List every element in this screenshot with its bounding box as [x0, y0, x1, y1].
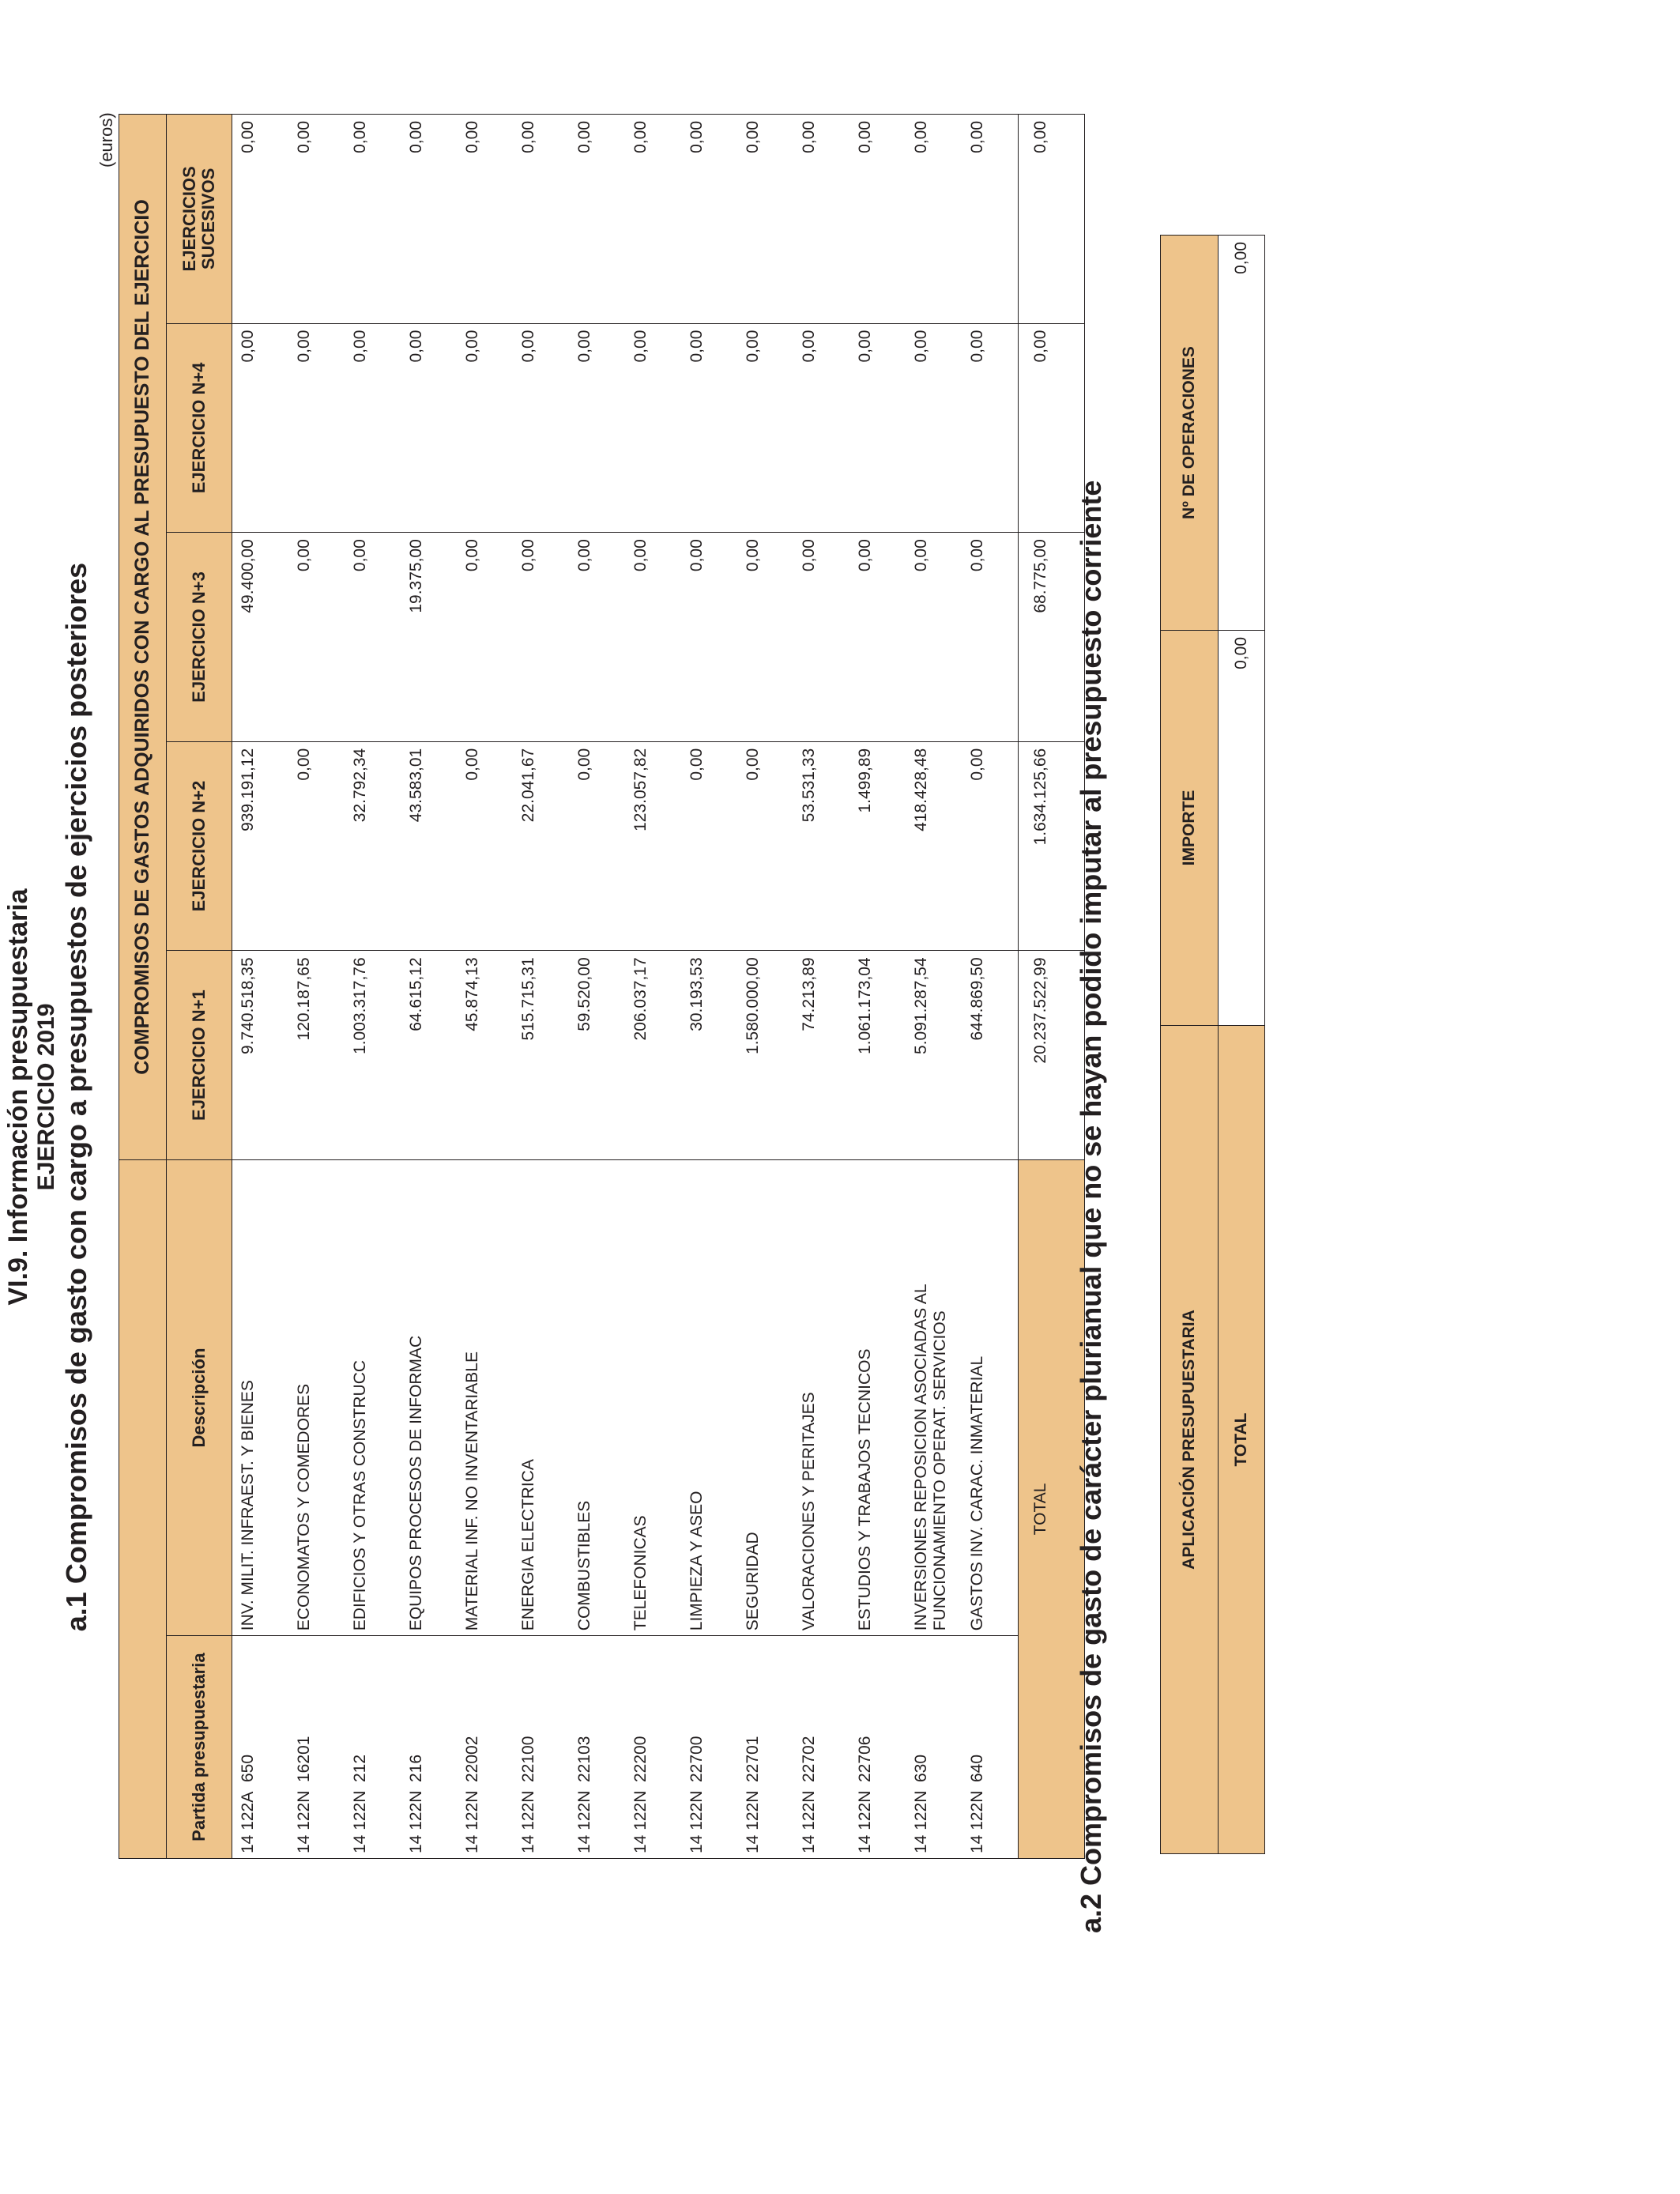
- descripcion-cell: SEGURIDAD: [737, 1159, 793, 1635]
- total-n3: 68.775,00: [1019, 533, 1085, 742]
- total-n1: 20.237.522,99: [1019, 951, 1085, 1160]
- col-importe: IMPORTE: [1161, 631, 1219, 1026]
- n1-cell: 59.520,00: [569, 951, 625, 1160]
- sucesivos-cell: 0,00: [513, 115, 569, 324]
- n4-cell: 0,00: [457, 323, 513, 533]
- fiscal-year: EJERCICIO 2019: [33, 1003, 59, 1191]
- commitments-table: [119, 114, 1085, 1859]
- sucesivos-cell: 0,00: [569, 115, 625, 324]
- n1-cell: 644.869,50: [962, 951, 1019, 1160]
- descripcion-cell: COMBUSTIBLES: [569, 1159, 625, 1635]
- n4-cell: 0,00: [793, 323, 849, 533]
- n3-cell: 0,00: [457, 533, 513, 742]
- n3-cell: 0,00: [513, 533, 569, 742]
- table-row: [232, 115, 289, 1859]
- table-row: [962, 115, 1019, 1859]
- descripcion-cell: INV. MILIT. INFRAEST. Y BIENES: [232, 1159, 289, 1635]
- descripcion-cell: INVERSIONES REPOSICION ASOCIADAS AL FUNCIONAMIENTO OPERAT. SERVICIOS: [906, 1159, 962, 1635]
- a2-total-label: TOTAL: [1219, 1026, 1265, 1854]
- sucesivos-cell: 0,00: [457, 115, 513, 324]
- partida-code: 14 122N: [968, 1790, 986, 1853]
- partida-cell: [625, 1636, 681, 1859]
- partida-code: 14 122N: [800, 1790, 818, 1853]
- total-n4: 0,00: [1019, 323, 1085, 533]
- n4-cell: 0,00: [232, 323, 289, 533]
- partida-code: 14 122N: [351, 1790, 369, 1853]
- n2-cell: 22.041,67: [513, 741, 569, 951]
- articulo-code: 630: [912, 1754, 930, 1782]
- n1-cell: 64.615,12: [401, 951, 457, 1160]
- n2-cell: 0,00: [737, 741, 793, 951]
- n2-cell: 0,00: [288, 741, 345, 951]
- n3-cell: 0,00: [962, 533, 1019, 742]
- partida-code: 14 122N: [856, 1790, 874, 1853]
- articulo-code: 22002: [463, 1736, 481, 1782]
- n1-cell: 515.715,31: [513, 951, 569, 1160]
- a2-total-operaciones: 0,00: [1219, 236, 1265, 631]
- n1-cell: 45.874,13: [457, 951, 513, 1160]
- articulo-code: 650: [239, 1754, 257, 1782]
- n2-cell: 123.057,82: [625, 741, 681, 951]
- total-n2: 1.634.125,66: [1019, 741, 1085, 951]
- total-label: TOTAL: [1019, 1159, 1085, 1858]
- partida-code: 14 122N: [295, 1790, 313, 1853]
- n1-cell: 5.091.287,54: [906, 951, 962, 1160]
- n4-cell: 0,00: [681, 323, 737, 533]
- sucesivos-cell: 0,00: [625, 115, 681, 324]
- articulo-code: 22700: [687, 1736, 706, 1782]
- partida-cell: [345, 1636, 401, 1859]
- descripcion-cell: VALORACIONES Y PERITAJES: [793, 1159, 849, 1635]
- n2-cell: 43.583,01: [401, 741, 457, 951]
- descripcion-cell: TELEFONICAS: [625, 1159, 681, 1635]
- n3-cell: 0,00: [625, 533, 681, 742]
- table-row: [681, 115, 737, 1859]
- partida-cell: [681, 1636, 737, 1859]
- total-sucesivos: 0,00: [1019, 115, 1085, 324]
- n1-cell: 74.213,89: [793, 951, 849, 1160]
- n4-cell: 0,00: [962, 323, 1019, 533]
- n3-cell: 0,00: [681, 533, 737, 742]
- partida-code: 14 122N: [519, 1790, 537, 1853]
- n4-cell: 0,00: [288, 323, 345, 533]
- partida-cell: [288, 1636, 345, 1859]
- partida-cell: [457, 1636, 513, 1859]
- articulo-code: 216: [407, 1754, 425, 1782]
- sucesivos-cell: 0,00: [849, 115, 906, 324]
- n3-cell: 0,00: [737, 533, 793, 742]
- articulo-code: 22701: [744, 1736, 762, 1782]
- partida-cell: [962, 1636, 1019, 1859]
- articulo-code: 22200: [631, 1736, 650, 1782]
- n1-cell: 206.037,17: [625, 951, 681, 1160]
- a2-total-importe: 0,00: [1219, 631, 1265, 1026]
- sucesivos-cell: 0,00: [962, 115, 1019, 324]
- descripcion-cell: EQUIPOS PROCESOS DE INFORMAC: [401, 1159, 457, 1635]
- partida-code: 14 122A: [239, 1791, 257, 1853]
- table-row: [288, 115, 345, 1859]
- n2-cell: 939.191,12: [232, 741, 289, 951]
- sucesivos-cell: 0,00: [401, 115, 457, 324]
- articulo-code: 212: [351, 1754, 369, 1782]
- partida-code: 14 122N: [631, 1790, 650, 1853]
- n2-cell: 0,00: [681, 741, 737, 951]
- articulo-code: 640: [968, 1754, 986, 1782]
- col-n1: EJERCICIO N+1: [167, 951, 232, 1160]
- table-row: [569, 115, 625, 1859]
- sucesivos-cell: 0,00: [232, 115, 289, 324]
- descripcion-cell: ESTUDIOS Y TRABAJOS TECNICOS: [849, 1159, 906, 1635]
- n1-cell: 9.740.518,35: [232, 951, 289, 1160]
- descripcion-cell: EDIFICIOS Y OTRAS CONSTRUCC: [345, 1159, 401, 1635]
- articulo-code: 22706: [856, 1736, 874, 1782]
- partida-cell: [401, 1636, 457, 1859]
- partida-cell: [737, 1636, 793, 1859]
- table-row: [513, 115, 569, 1859]
- partida-code: 14 122N: [912, 1790, 930, 1853]
- table-row: [345, 115, 401, 1859]
- table-row: [793, 115, 849, 1859]
- col-descripcion: Descripción: [167, 1159, 232, 1635]
- n2-cell: 1.499,89: [849, 741, 906, 951]
- partida-cell: [569, 1636, 625, 1859]
- table-row: [849, 115, 906, 1859]
- n1-cell: 30.193,53: [681, 951, 737, 1160]
- subsection-title-a1: a.1 Compromisos de gasto con cargo a presupuestos de ejercicios posteriores: [60, 562, 92, 1632]
- sucesivos-cell: 0,00: [288, 115, 345, 324]
- n2-cell: 0,00: [962, 741, 1019, 951]
- n1-cell: 1.003.317,76: [345, 951, 401, 1160]
- col-n4: EJERCICIO N+4: [167, 323, 232, 533]
- partida-cell: [849, 1636, 906, 1859]
- sucesivos-cell: 0,00: [681, 115, 737, 324]
- n4-cell: 0,00: [737, 323, 793, 533]
- sucesivos-cell: 0,00: [793, 115, 849, 324]
- table-row: [457, 115, 513, 1859]
- articulo-code: 22702: [800, 1736, 818, 1782]
- col-n3: EJERCICIO N+3: [167, 533, 232, 742]
- col-n2: EJERCICIO N+2: [167, 741, 232, 951]
- sucesivos-cell: 0,00: [906, 115, 962, 324]
- col-partida: Partida presupuestaria: [167, 1636, 232, 1859]
- table-row: [737, 115, 793, 1859]
- partida-code: 14 122N: [575, 1790, 593, 1853]
- n4-cell: 0,00: [625, 323, 681, 533]
- partida-code: 14 122N: [744, 1790, 762, 1853]
- n4-cell: 0,00: [906, 323, 962, 533]
- n1-cell: 1.061.173,04: [849, 951, 906, 1160]
- n2-cell: 32.792,34: [345, 741, 401, 951]
- col-sucesivos: EJERCICIOS SUCESIVOS: [167, 115, 232, 324]
- n3-cell: 0,00: [569, 533, 625, 742]
- table-row: [625, 115, 681, 1859]
- col-operaciones: Nº DE OPERACIONES: [1161, 236, 1219, 631]
- descripcion-cell: LIMPIEZA Y ASEO: [681, 1159, 737, 1635]
- partida-cell: [906, 1636, 962, 1859]
- units-label: (euros): [96, 112, 116, 168]
- n2-cell: 418.428,48: [906, 741, 962, 951]
- subsection-title-a2: a.2 Compromisos de gasto de carácter plurianual que no se hayan podido imputar al presupuesto corriente: [1075, 480, 1107, 1933]
- partida-code: 14 122N: [407, 1790, 425, 1853]
- n2-cell: 0,00: [569, 741, 625, 951]
- descripcion-cell: ECONOMATOS Y COMEDORES: [288, 1159, 345, 1635]
- n4-cell: 0,00: [849, 323, 906, 533]
- partida-code: 14 122N: [687, 1790, 706, 1853]
- col-aplicacion: APLICACIÓN PRESUPUESTARIA: [1161, 1026, 1219, 1854]
- n3-cell: 19.375,00: [401, 533, 457, 742]
- n1-cell: 1.580.000,00: [737, 951, 793, 1160]
- n3-cell: 0,00: [288, 533, 345, 742]
- n3-cell: 0,00: [345, 533, 401, 742]
- articulo-code: 22103: [575, 1736, 593, 1782]
- descripcion-cell: GASTOS INV. CARAC. INMATERIAL: [962, 1159, 1019, 1635]
- table-row: [906, 115, 962, 1859]
- partida-cell: [793, 1636, 849, 1859]
- descripcion-cell: ENERGIA ELECTRICA: [513, 1159, 569, 1635]
- n3-cell: 0,00: [849, 533, 906, 742]
- partida-cell: [232, 1636, 289, 1859]
- section-title: VI.9. Información presupuestaria: [3, 888, 33, 1306]
- sucesivos-cell: 0,00: [737, 115, 793, 324]
- articulo-code: 16201: [295, 1736, 313, 1782]
- table-row: [401, 115, 457, 1859]
- n3-cell: 0,00: [793, 533, 849, 742]
- n4-cell: 0,00: [513, 323, 569, 533]
- plurianual-table: [1160, 235, 1265, 1854]
- partida-code: 14 122N: [463, 1790, 481, 1853]
- sucesivos-cell: 0,00: [345, 115, 401, 324]
- n2-cell: 53.531,33: [793, 741, 849, 951]
- n2-cell: 0,00: [457, 741, 513, 951]
- n3-cell: 49.400,00: [232, 533, 289, 742]
- descripcion-cell: MATERIAL INF. NO INVENTARIABLE: [457, 1159, 513, 1635]
- articulo-code: 22100: [519, 1736, 537, 1782]
- partida-cell: [513, 1636, 569, 1859]
- header-blank: [119, 1159, 167, 1858]
- group-header: COMPROMISOS DE GASTOS ADQUIRIDOS CON CARGO AL PRESUPUESTO DEL EJERCICIO: [119, 115, 167, 1160]
- table-body: [232, 115, 1019, 1859]
- n4-cell: 0,00: [345, 323, 401, 533]
- n4-cell: 0,00: [569, 323, 625, 533]
- n3-cell: 0,00: [906, 533, 962, 742]
- n1-cell: 120.187,65: [288, 951, 345, 1160]
- n4-cell: 0,00: [401, 323, 457, 533]
